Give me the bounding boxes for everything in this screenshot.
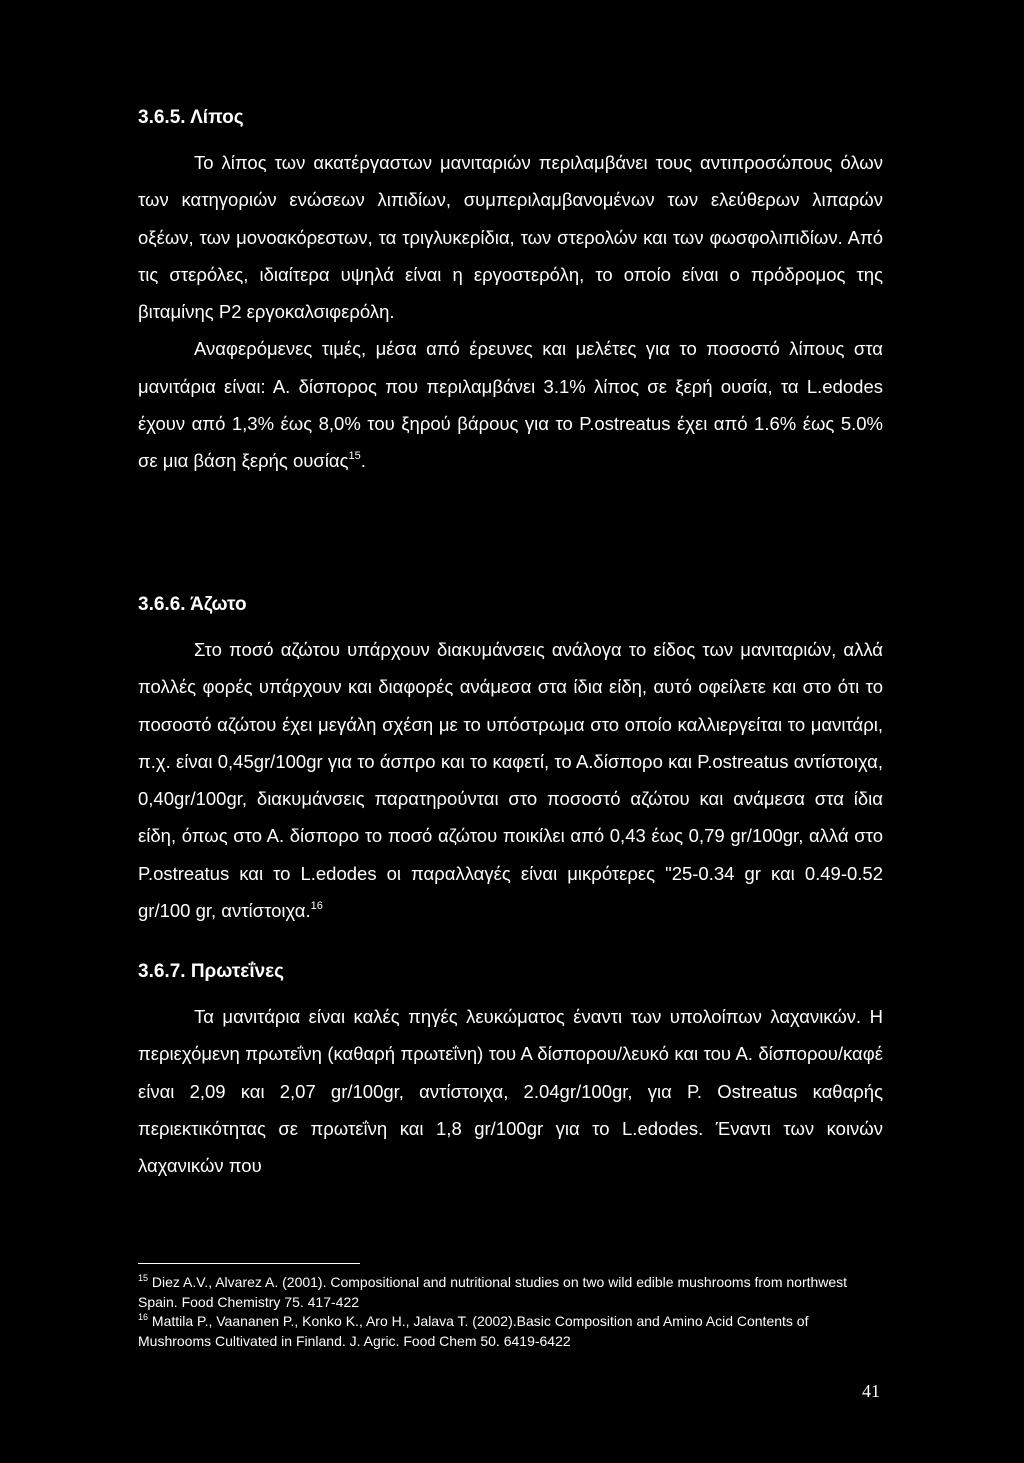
footnote-divider [138, 1263, 360, 1264]
section-proteines [138, 960, 883, 1184]
footnote-mark: 15 [138, 1273, 149, 1283]
section-heading [138, 106, 883, 130]
paragraph: Αναφερόμενες τιμές, μέσα από έρευνες και μελέτες για το ποσοστό λίπους στα μανιτάρια είναι: Α. δίσπορος που περιλαμβάνει 3.1% λίπος σε ξερή ουσία, τα L.edodes έχουν από 1,3% έως 8,0% του ξηρού βάρους για το P.ostreatus έχει από 1.6% έως 5.0% σε μια βάση ξερής ουσίας$^{15}$. [138, 338, 883, 472]
page-number: 41 [862, 1381, 880, 1401]
section-title: Άζωτο [190, 594, 247, 615]
footnote: $^{16}$ Mattila P., Vaananen P., Konko K., Aro H., Jalava T. (2002).Basic Composition and Amino Acid Contents of Mushrooms Cultivated in Finland. J. Agric. Food Chem 50. 6419-6422 [138, 1312, 809, 1349]
section-number: 3.6.5. [138, 107, 186, 128]
section-lipos [138, 106, 883, 480]
footnotes [138, 1273, 883, 1351]
paragraph: Τα μανιτάρια είναι καλές πηγές λευκώματος έναντι των υπολοίπων λαχανικών. Η περιεχόμενη πρωτεΐνη (καθαρή πρωτεΐνη) του Α δίσπορου/λευκό και του Α. δίσπορου/καφέ είναι 2,09 και 2,07 gr/100gr, αντίστοιχα, 2.04gr/100gr, για P. Ostreatus καθαρής περιεκτικότητας σε πρωτεΐνη και 1,8 gr/100gr για το L.edodes. Έναντι των κοινών λαχανικών που [138, 1006, 883, 1177]
section-heading [138, 960, 883, 984]
footnote-ref: 16 [310, 900, 323, 913]
section-number: 3.6.7. [138, 961, 186, 982]
footnote: $^{15}$ Diez A.V., Alvarez A. (2001). Compositional and nutritional studies on two wild edible mushrooms from northwest Spain. Food Chemistry 75. 417-422 [138, 1273, 848, 1310]
section-title: Λίπος [190, 107, 244, 128]
section-title: Πρωτεΐνες [190, 961, 285, 982]
paragraph: Το λίπος των ακατέργαστων μανιταριών περιλαμβάνει τους αντιπροσώπους όλων των κατηγοριών ενώσεων λιπιδίων, συμπεριλαμβανομένων των ελεύθερων λιπαρών οξέων, των μονοακόρεστων, τα τριγλυκερίδια, των στερολών και των φωσφολιπιδίων. Από τις στερόλες, ιδιαίτερα υψηλά είναι η εργοστερόλη, το οποίο είναι ο πρόδρομος της βιταμίνης P2 εργοκαλσιφερόλη. [138, 152, 883, 323]
paragraph: Στο ποσό αζώτου υπάρχουν διακυμάνσεις ανάλογα το είδος των μανιταριών, αλλά πολλές φορές υπάρχουν και διαφορές ανάμεσα στα ίδια είδη, αυτό οφείλετε και στο ότι το ποσοστό αζώτου έχει μεγάλη σχέση με το υπόστρωμα στο οποίο καλλιεργείται το μανιτάρι, π.χ. είναι 0,45gr/100gr για το άσπρο και το καφετί, το Α.δίσπορο και P.ostreatus αντίστοιχα, 0,40gr/100gr, διακυμάνσεις παρατηρούνται στο ποσοστό αζώτου και ανάμεσα στα ίδια είδη, όπως στο Α. δίσπορο το ποσό αζώτου ποικίλει από 0,43 έως 0,79 gr/100gr, αλλά στο P.ostreatus και το L.edodes οι παραλλαγές είναι μικρότερες "25-0.34 gr και 0.49-0.52 gr/100 gr, αντίστοιχα.$^{16}$ [138, 639, 883, 922]
section-heading [138, 593, 883, 617]
section-azoto [138, 593, 883, 929]
footnote-mark: 16 [138, 1312, 149, 1322]
footnote-ref: 15 [348, 450, 361, 463]
section-number: 3.6.6. [138, 594, 186, 615]
